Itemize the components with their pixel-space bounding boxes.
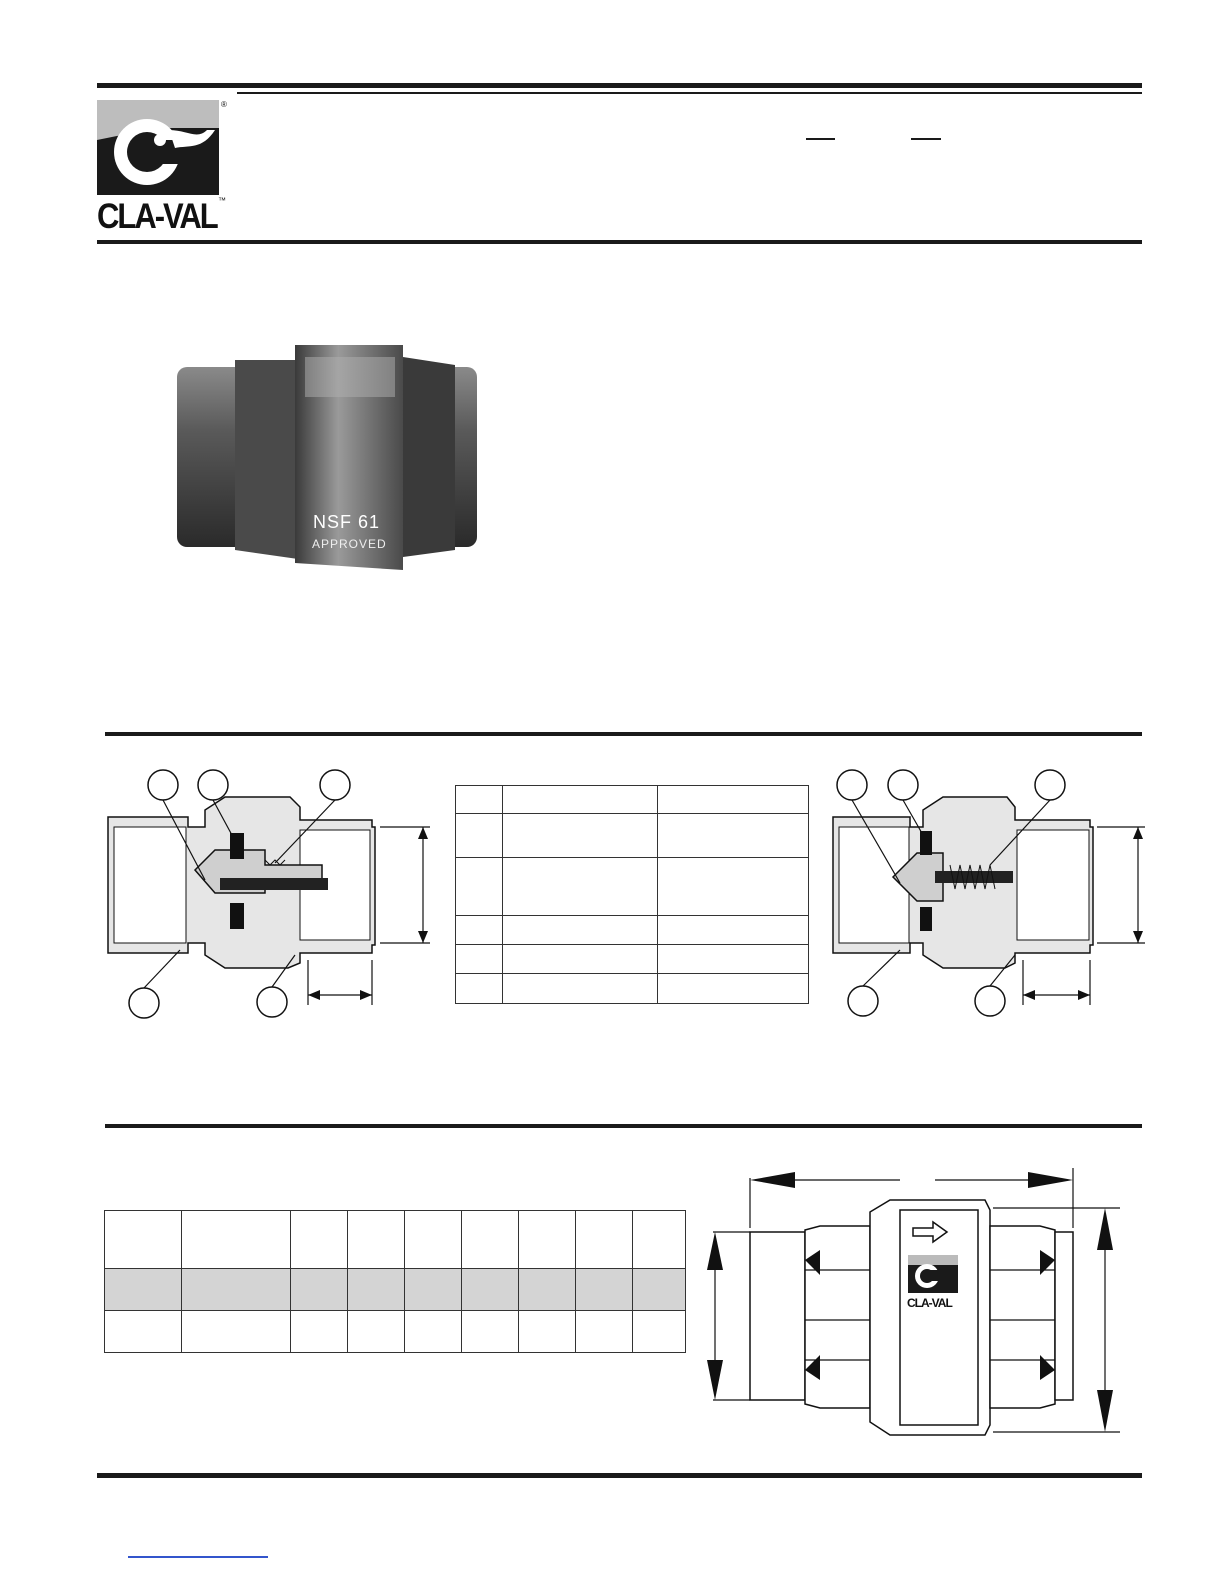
trademark-mark: ™ (218, 196, 226, 205)
section-rule-dimensions (105, 1124, 1142, 1128)
materials-table (455, 785, 809, 1004)
header-bottom-rule (97, 240, 1142, 244)
cross-section-diagram-closed (100, 765, 440, 1025)
header-top-rule (97, 83, 1142, 88)
footer-link-underline[interactable] (128, 1556, 268, 1558)
table-row (105, 1311, 686, 1353)
mini-logo-icon (908, 1255, 958, 1293)
footer-rule (97, 1473, 1142, 1478)
approved-label: APPROVED (312, 537, 387, 551)
table-row-shaded (105, 1269, 686, 1311)
header-underline-2 (911, 138, 941, 140)
header-underline-1 (806, 138, 835, 140)
header-top-thin-rule (237, 92, 1142, 94)
brand-name: CLA-VAL (97, 196, 217, 237)
cross-section-diagram-open (825, 765, 1155, 1025)
logo-mark-icon (97, 100, 219, 195)
section-rule-materials (105, 732, 1142, 736)
nsf-label: NSF 61 (313, 512, 381, 532)
mini-logo-brand: CLA-VAL (907, 1296, 952, 1310)
dimensions-table (104, 1210, 686, 1353)
product-photo (165, 345, 485, 575)
registered-mark: ® (221, 100, 227, 109)
